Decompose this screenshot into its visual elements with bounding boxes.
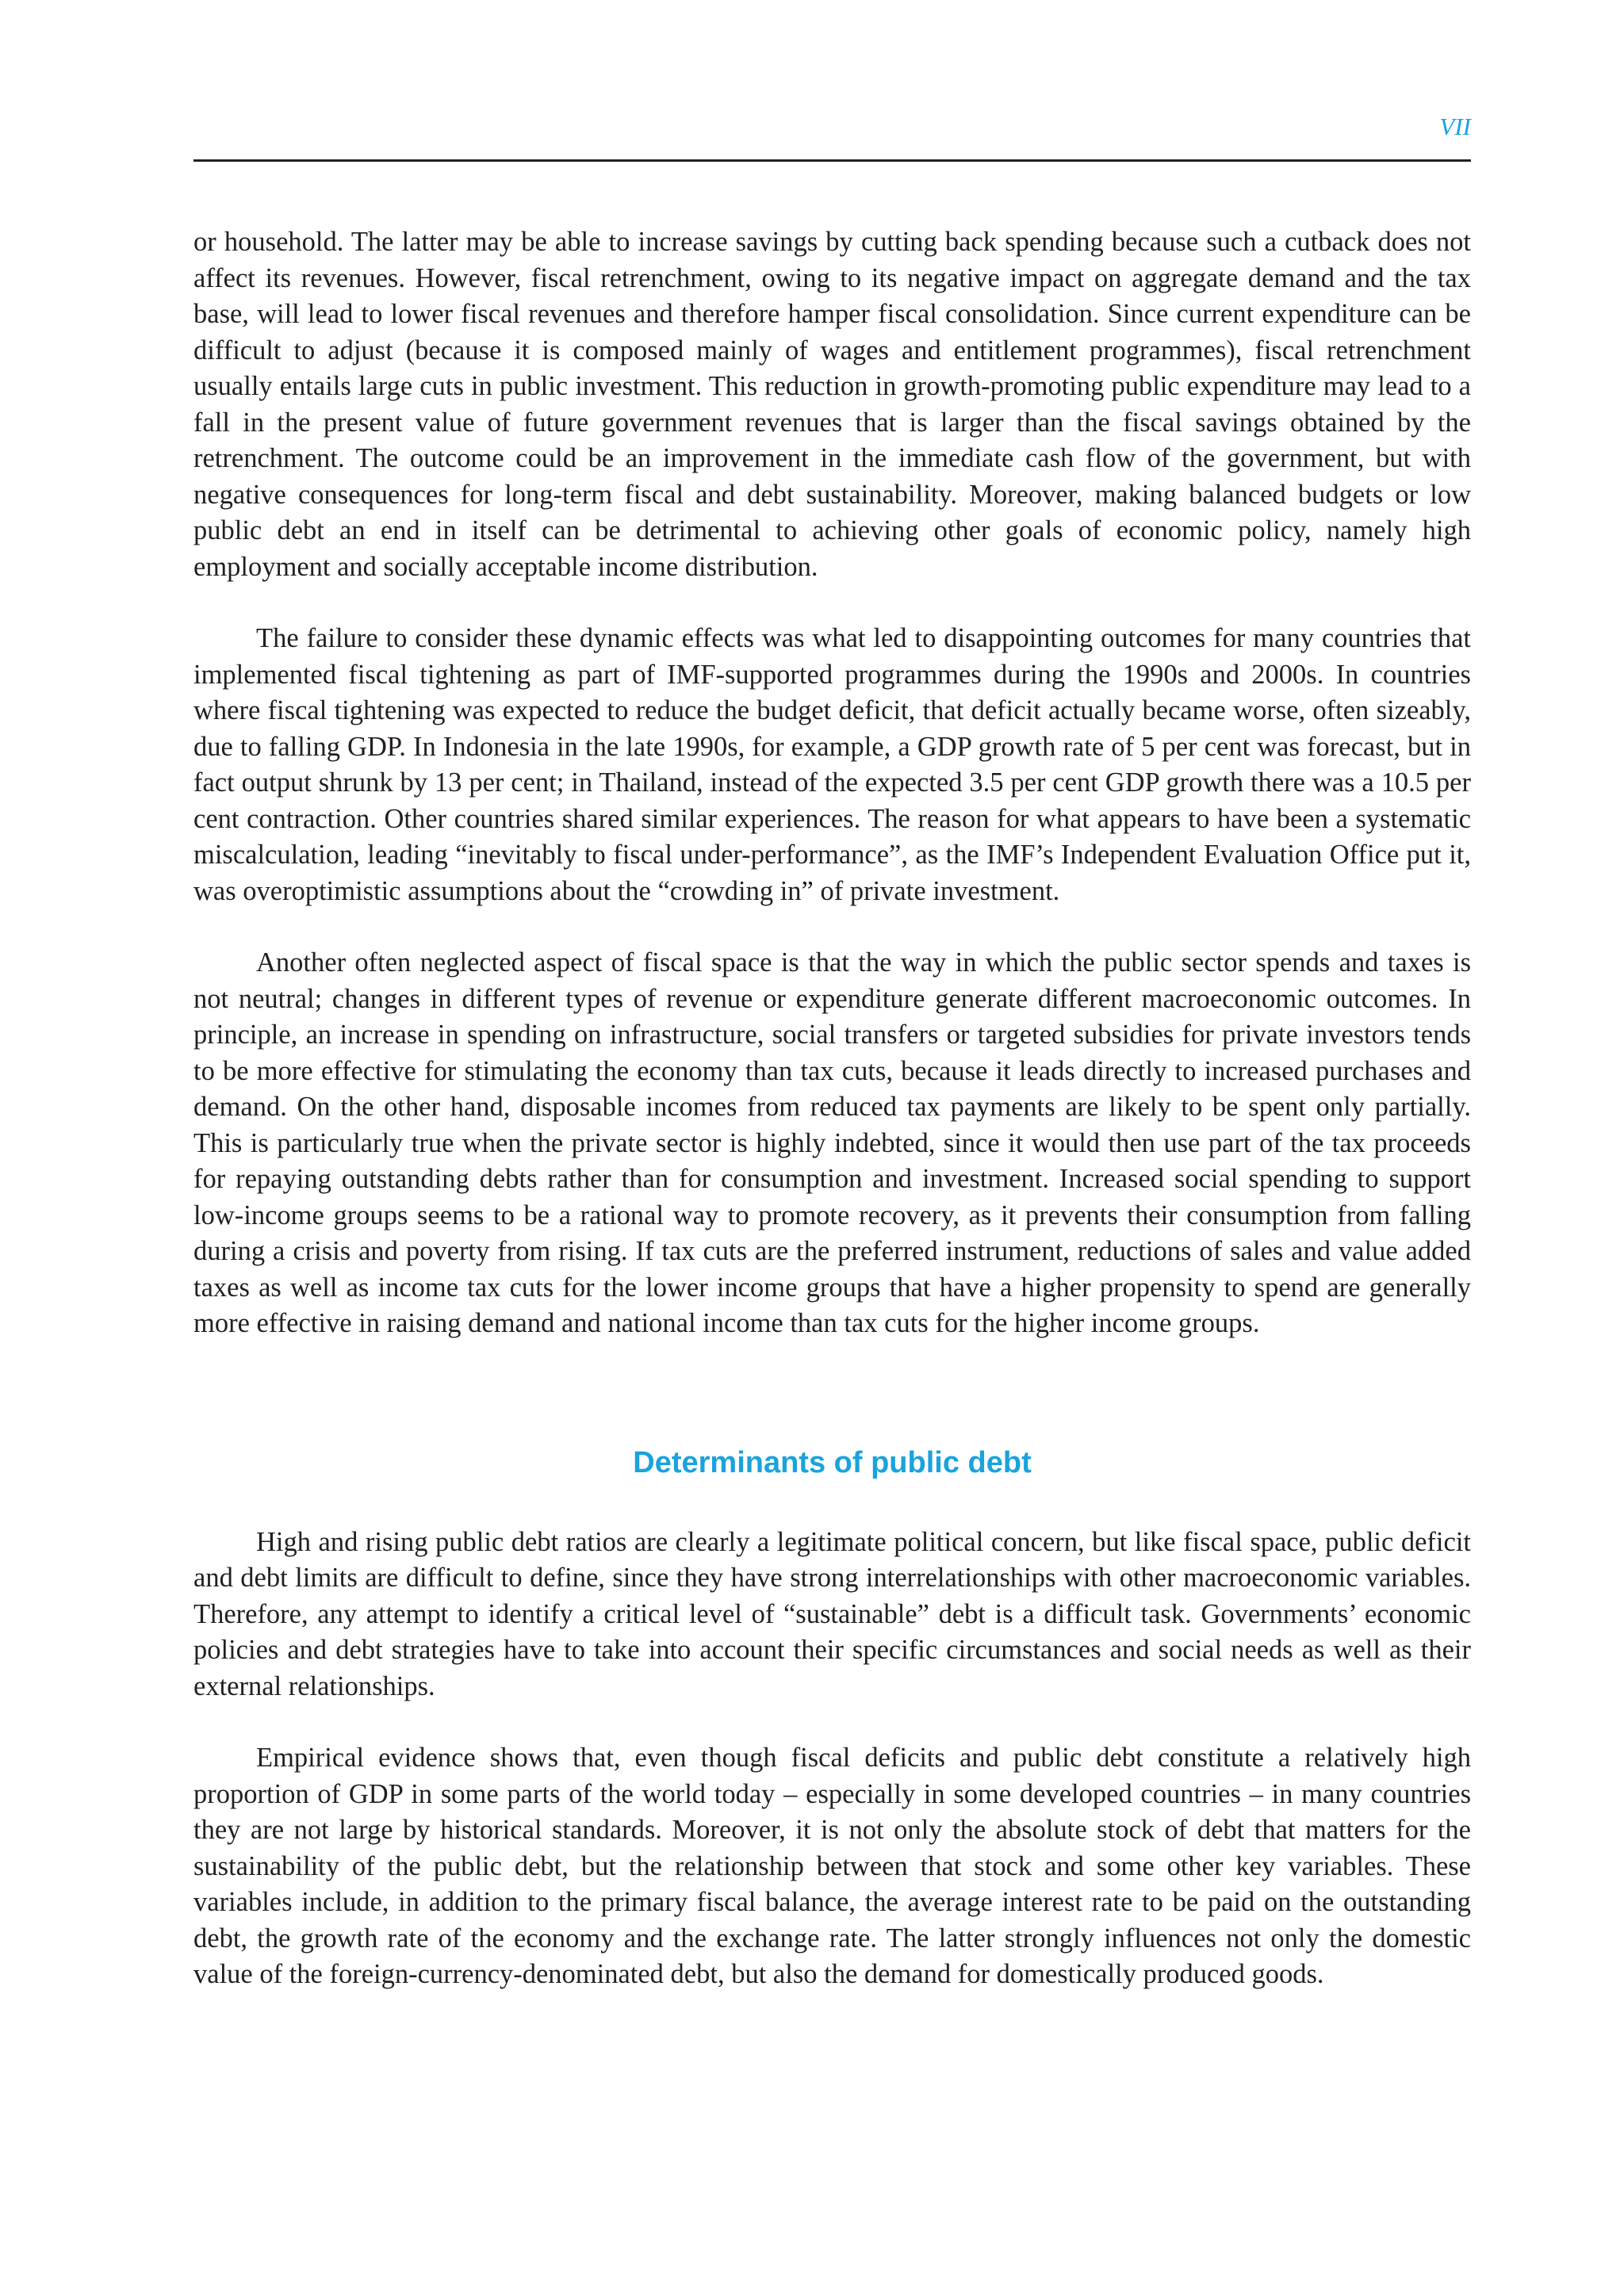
paragraph-5: Empirical evidence shows that, even though fiscal deficits and public debt constitute a relatively high proportion of GDP in some parts of the world today – especially in some developed countries – in many countries they are not large by historical standards. Moreover, it is not only the absolute stock of debt that matters for the sustainability of the public debt, but the relationship between that stock and some other key variables. These variables include, in addition to the primary fiscal balance, the average interest rate to be paid on the outstanding debt, the growth rate of the economy and the exchange rate. The latter strongly influences not only the domestic value of the foreign-currency-denominated debt, but also the demand for domestically produced goods. (193, 1743, 1471, 1989)
page-number: VII (1439, 113, 1471, 140)
header-rule (193, 159, 1471, 162)
paragraph-1: or household. The latter may be able to increase savings by cutting back spending because such a cutback does not affect its revenues. However, fiscal retrenchment, owing to its negative impact on aggregate demand and the tax base, will lead to lower fiscal revenues and therefore hamper fiscal consolidation. Since current expenditure can be difficult to adjust (because it is composed mainly of wages and entitlement programmes), fiscal retrenchment usually entails large cuts in public investment. This reduction in growth-promoting public expenditure may lead to a fall in the present value of future government revenues that is larger than the fiscal savings obtained by the retrenchment. The outcome could be an improvement in the immediate cash flow of the government, but with negative consequences for long-term fiscal and debt sustainability. Moreover, making balanced budgets or low public debt an end in itself can be detrimental to achieving other goals of economic policy, namely high employment and socially acceptable income distribution. (193, 227, 1471, 582)
page-content (193, 224, 1471, 2029)
paragraph-3: Another often neglected aspect of fiscal space is that the way in which the public sector spends and taxes is not neutral; changes in different types of revenue or expenditure generate different macroeconomic outcomes. In principle, an increase in spending on infrastructure, social transfers or targeted subsidies for private investors tends to be more effective for stimulating the economy than tax cuts, because it leads directly to increased purchases and demand. On the other hand, disposable incomes from reduced tax payments are likely to be spent only partially. This is particularly true when the private sector is highly indebted, since it would then use part of the tax proceeds for repaying outstanding debts rather than for consumption and investment. Increased social spending to support low-income groups seems to be a rational way to promote recovery, as it prevents their consumption from falling during a crisis and poverty from rising. If tax cuts are the preferred instrument, reductions of sales and value added taxes as well as income tax cuts for the lower income groups that have a higher propensity to spend are generally more effective in raising demand and national income than tax cuts for the higher income groups. (193, 947, 1471, 1338)
paragraph-4: High and rising public debt ratios are clearly a legitimate political concern, but like fiscal space, public deficit and debt limits are difficult to define, since they have strong interrelationships with other macroeconomic variables. Therefore, any attempt to identify a critical level of “sustainable” debt is a difficult task. Governments’ economic policies and debt strategies have to take into account their specific circumstances and social needs as well as their external relationships. (193, 1526, 1471, 1701)
section-heading: Determinants of public debt (633, 1445, 1032, 1479)
paragraph-2: The failure to consider these dynamic effects was what led to disappointing outcomes for many countries that implemented fiscal tightening as part of IMF-supported programmes during the 1990s and 2000s. In countries where fiscal tightening was expected to reduce the budget deficit, that deficit actually became worse, often sizeably, due to falling GDP. In Indonesia in the late 1990s, for example, a GDP growth rate of 5 per cent was forecast, but in fact output shrunk by 13 per cent; in Thailand, instead of the expected 3.5 per cent GDP growth there was a 10.5 per cent contraction. Other countries shared similar experiences. The reason for what appears to have been a systematic miscalculation, leading “inevitably to fiscal under-performance”, as the IMF’s Independent Evaluation Office put it, was overoptimistic assumptions about the “crowding in” of private investment. (193, 623, 1471, 906)
